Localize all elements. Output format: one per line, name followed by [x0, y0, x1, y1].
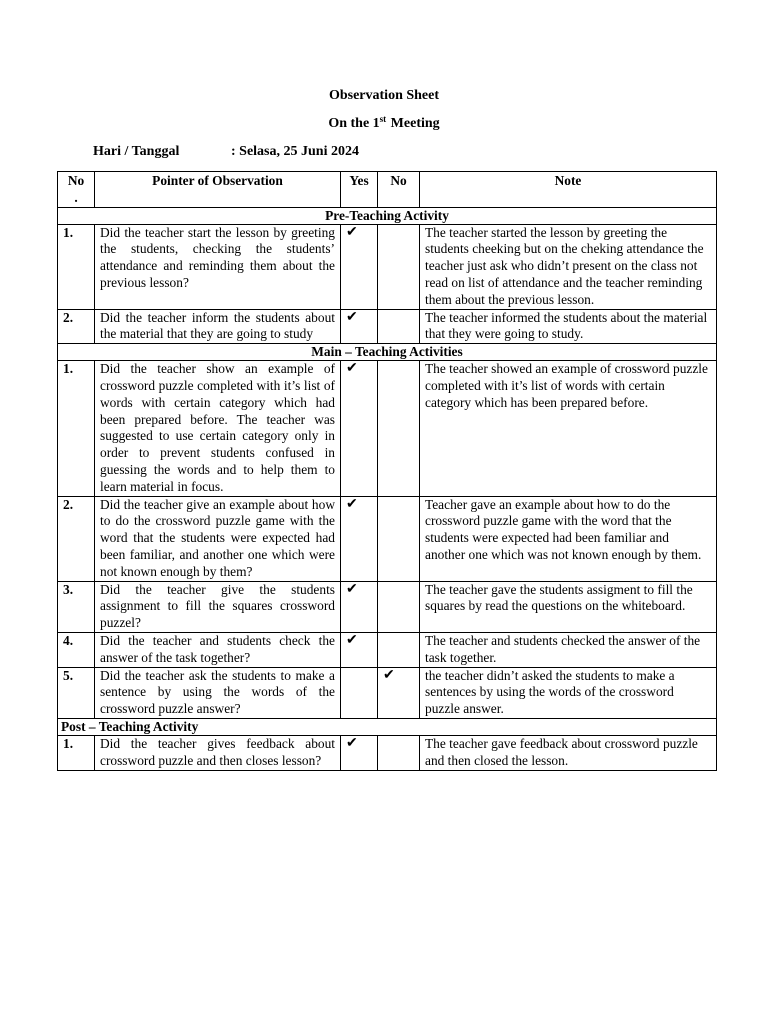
table-row: [58, 632, 717, 667]
note-cell: The teacher and students checked the answer of the task together.: [420, 632, 717, 667]
section-row: [58, 718, 717, 735]
table-row: [58, 667, 717, 718]
pointer-cell: Did the teacher start the lesson by greeting the students, checking the students’ attendance and reminding them about the previous lesson?: [95, 224, 341, 309]
no-cell: [378, 735, 420, 770]
yes-cell: [341, 735, 378, 770]
check-icon: ✔: [346, 361, 358, 377]
yes-cell: [341, 361, 378, 496]
date-label: Hari / Tanggal: [93, 144, 180, 159]
section-title: Post – Teaching Activity: [58, 718, 717, 735]
check-icon: ✔: [346, 496, 358, 512]
column-header-note: Note: [420, 172, 717, 208]
check-icon: ✔: [346, 735, 358, 751]
note-cell: The teacher informed the students about the material that they were going to study.: [420, 309, 717, 344]
row-number: 3.: [58, 581, 95, 632]
table-body: [58, 207, 717, 770]
yes-cell: [341, 632, 378, 667]
column-header-no: No .: [58, 172, 95, 208]
row-number: 2.: [58, 309, 95, 344]
table-row: [58, 224, 717, 309]
check-icon: ✔: [346, 224, 358, 240]
check-icon: ✔: [346, 632, 358, 648]
no-cell: [378, 309, 420, 344]
row-number: 1.: [58, 735, 95, 770]
note-cell: Teacher gave an example about how to do the crossword puzzle game with the word that the students were expected had been familiar and another one which was not known enough by them.: [420, 496, 717, 581]
column-header-pointer: Pointer of Observation: [95, 172, 341, 208]
title: Observation Sheet: [328, 88, 440, 103]
pointer-cell: Did the teacher give an example about how to do the crossword puzzle game with the word that the students were expected had been familiar, and another one which were not known enough by them?: [95, 496, 341, 581]
column-header-yes: Yes: [341, 172, 378, 208]
table-row: [58, 361, 717, 496]
column-header-no-mark: No: [378, 172, 420, 208]
table-row: [58, 496, 717, 581]
no-cell: [378, 496, 420, 581]
note-cell: The teacher started the lesson by greeting the students cheeking but on the cheking attendance the teacher just ask who didn’t present on the class not read on list of attendance and the teacher reminding them about the previous lesson.: [420, 224, 717, 309]
note-cell: The teacher gave the students assigment to fill the squares by read the questions on the whiteboard.: [420, 581, 717, 632]
section-row: [58, 207, 717, 224]
section-title: Main – Teaching Activities: [58, 344, 717, 361]
no-cell: [378, 667, 420, 718]
pointer-cell: Did the teacher gives feedback about crossword puzzle and then closes lesson?: [95, 735, 341, 770]
meeting-ordinal-suffix: st: [379, 114, 387, 124]
meeting-prefix: On the 1: [328, 116, 380, 131]
no-cell: [378, 581, 420, 632]
yes-cell: [341, 496, 378, 581]
row-number: 2.: [58, 496, 95, 581]
meeting-suffix: Meeting: [387, 116, 440, 131]
row-number: 4.: [58, 632, 95, 667]
check-icon: ✔: [346, 581, 358, 597]
yes-cell: [341, 309, 378, 344]
pointer-cell: Did the teacher give the students assignment to fill the squares crossword puzzel?: [95, 581, 341, 632]
note-cell: The teacher showed an example of crossword puzzle completed with it’s list of words with certain category which has been prepared before.: [420, 361, 717, 496]
row-number: 5.: [58, 667, 95, 718]
table-row: [58, 735, 717, 770]
note-cell: The teacher gave feedback about crossword puzzle and then closed the lesson.: [420, 735, 717, 770]
table-row: [58, 581, 717, 632]
yes-cell: [341, 581, 378, 632]
table-row: [58, 309, 717, 344]
no-cell: [378, 632, 420, 667]
pointer-cell: Did the teacher inform the students about the material that they are going to study: [95, 309, 341, 344]
row-number: 1.: [58, 361, 95, 496]
yes-cell: [341, 667, 378, 718]
check-icon: ✔: [346, 309, 358, 325]
row-number: 1.: [58, 224, 95, 309]
date-value: : Selasa, 25 Juni 2024: [231, 144, 359, 159]
section-title: Pre-Teaching Activity: [58, 207, 717, 224]
pointer-cell: Did the teacher ask the students to make a sentence by using the words of the crossword puzzle answer?: [95, 667, 341, 718]
header-row: [58, 172, 717, 208]
date-line: [93, 144, 359, 160]
pointer-cell: Did the teacher and students check the answer of the task together?: [95, 632, 341, 667]
no-cell: [378, 361, 420, 496]
section-row: [58, 344, 717, 361]
observation-table: [57, 171, 717, 771]
yes-cell: [341, 224, 378, 309]
pointer-cell: Did the teacher show an example of crossword puzzle completed with it’s list of words with certain category which had been prepared before. The teacher was suggested to use certain category only in order to prevent students confused in guessing the words and to help them to learn material in focus.: [95, 361, 341, 496]
no-cell: [378, 224, 420, 309]
subtitle: [0, 116, 768, 132]
note-cell: the teacher didn’t asked the students to make a sentences by using the words of the crossword puzzle answer.: [420, 667, 717, 718]
check-icon: ✔: [383, 667, 395, 683]
